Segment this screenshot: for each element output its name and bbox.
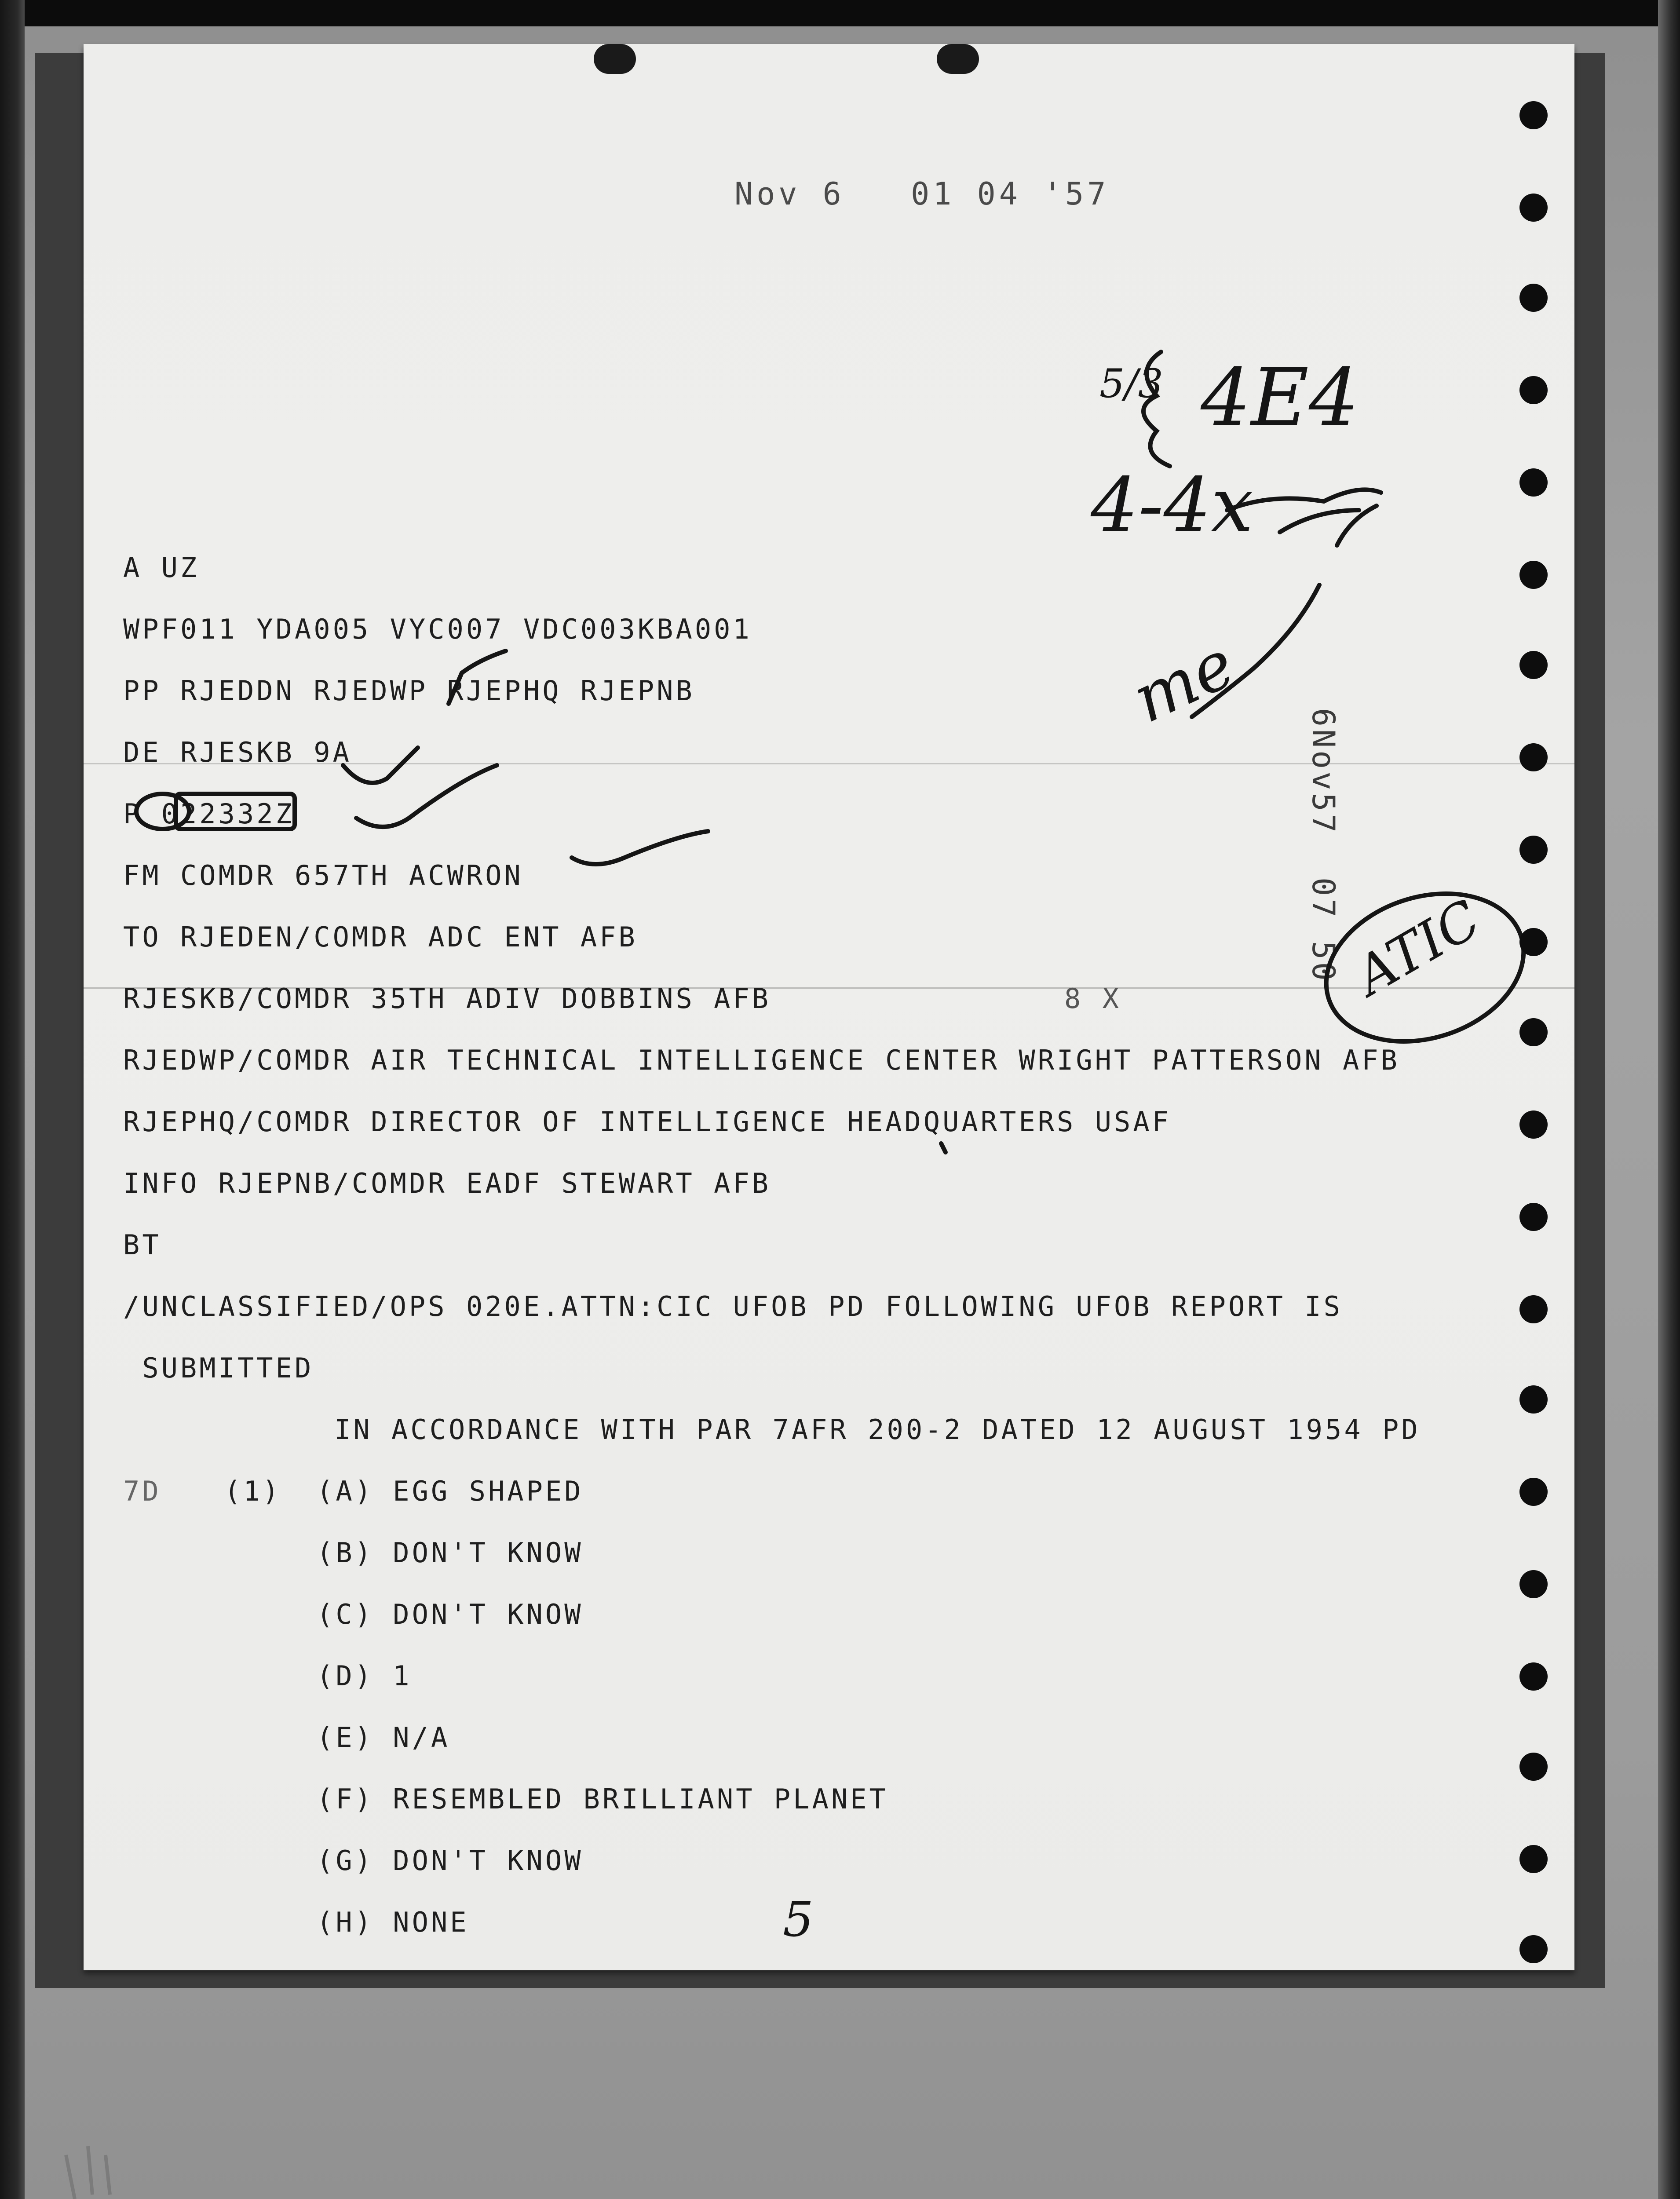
received-date-stamp: Nov 6 01 04 '57 xyxy=(734,176,1110,212)
item-line: (H) NONE xyxy=(317,1906,469,1938)
handwritten-initials: me xyxy=(1121,625,1246,738)
handwritten-page-number: 5 xyxy=(783,1891,814,1947)
routing-line: SUBMITTED xyxy=(123,1352,314,1384)
item-line: (C) DON'T KNOW xyxy=(317,1598,584,1630)
routing-line: RJESKB/COMDR 35TH ADIV DOBBINS AFB xyxy=(123,983,771,1015)
routing-line: DE RJESKB 9A xyxy=(123,736,352,768)
routing-line: PP RJEDDN RJEDWP RJEPHQ RJEPNB xyxy=(123,675,695,707)
routing-line: RJEPHQ/COMDR DIRECTOR OF INTELLIGENCE HEADQUARTERS USAF xyxy=(123,1106,1171,1138)
vertical-time-stamp: 6Nov57 07 50 xyxy=(1305,708,1341,983)
routing-line: INFO RJEPNB/COMDR EADF STEWART AFB xyxy=(123,1167,771,1199)
accordance-line: IN ACCORDANCE WITH PAR 7AFR 200-2 DATED 12 AUGUST 1954 PD xyxy=(334,1414,1421,1446)
routing-line: WPF011 YDA005 VYC007 VDC003KBA001 xyxy=(123,613,752,645)
item-line: (A) EGG SHAPED xyxy=(317,1475,584,1507)
handwritten-fraction: 5/3 xyxy=(1099,361,1163,407)
routing-line: BT xyxy=(123,1229,161,1261)
item-prefix: 7D xyxy=(123,1475,161,1507)
handwritten-note: 4-4x xyxy=(1091,462,1253,549)
item-number: (1) xyxy=(224,1475,281,1507)
item-line: (E) N/A xyxy=(317,1721,450,1753)
item-line: (B) DON'T KNOW xyxy=(317,1537,584,1569)
handwritten-atic: ATIC xyxy=(1346,888,1490,1008)
handwritten-note: 4E4 xyxy=(1201,352,1359,444)
routing-line: /UNCLASSIFIED/OPS 020E.ATTN:CIC UFOB PD FOLLOWING UFOB REPORT IS xyxy=(123,1290,1343,1322)
routing-line: RJEDWP/COMDR AIR TECHNICAL INTELLIGENCE CENTER WRIGHT PATTERSON AFB xyxy=(123,1044,1400,1076)
routing-line: A UZ xyxy=(123,552,200,584)
item-line: (F) RESEMBLED BRILLIANT PLANET xyxy=(317,1783,888,1815)
routing-line: FM COMDR 657TH ACWRON xyxy=(123,859,523,891)
item-line: (G) DON'T KNOW xyxy=(317,1845,584,1877)
ox-mark: 8 X xyxy=(1064,983,1121,1015)
routing-line: TO RJEDEN/COMDR ADC ENT AFB xyxy=(123,921,638,953)
routing-line: P 022332Z xyxy=(123,798,295,830)
item-line: (D) 1 xyxy=(317,1660,412,1692)
